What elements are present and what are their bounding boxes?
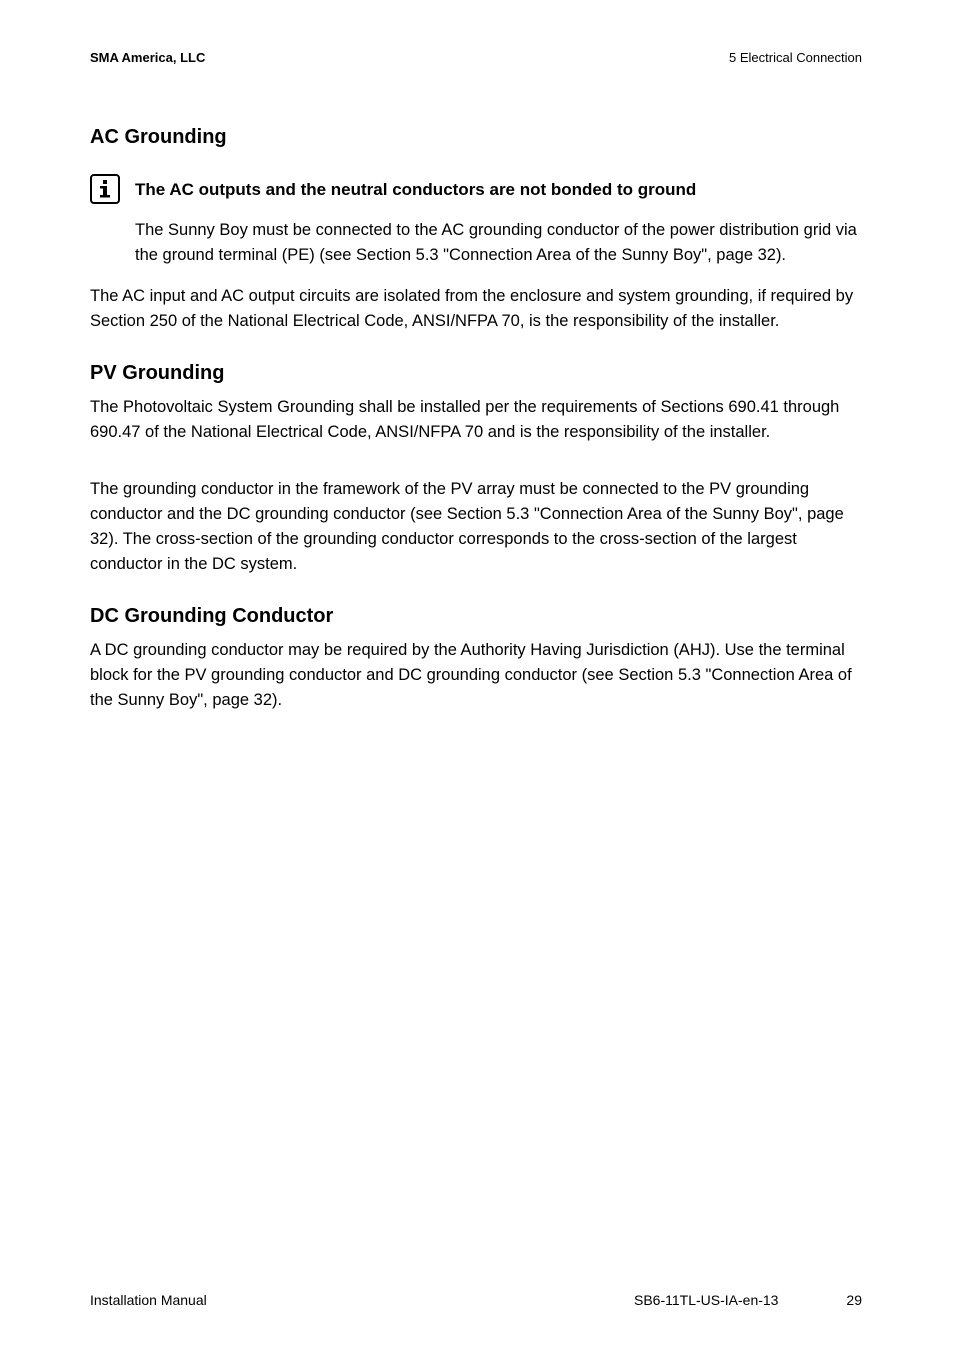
- ac-grounding-paragraph: The AC input and AC output circuits are isolated from the enclosure and system grounding, if required by Section 250 of the National Electrical Code, ANSI/NFPA 70, is the responsibility of the installer.: [90, 287, 854, 330]
- ac-grounding-heading: AC Grounding: [90, 126, 227, 148]
- manual-title: Installation Manual: [90, 1292, 207, 1308]
- note-title: The AC outputs and the neutral conductors are not bonded to ground: [135, 180, 697, 199]
- info-icon: [90, 174, 120, 204]
- pv-grounding-heading: PV Grounding: [90, 362, 225, 384]
- company-name: SMA America, LLC: [90, 50, 206, 65]
- document-code: SB6-11TL-US-IA-en-13: [634, 1292, 779, 1308]
- dc-grounding-heading: DC Grounding Conductor: [90, 605, 334, 627]
- pv-grounding-paragraph-1: The Photovoltaic System Grounding shall be installed per the requirements of Sections 690.41 through 690.47 of the National Electrical Code, ANSI/NFPA 70 and is the responsibility of the installer.: [90, 398, 840, 441]
- dc-grounding-paragraph: A DC grounding conductor may be required by the Authority Having Jurisdiction (AHJ). Use the terminal block for the PV grounding conductor and DC grounding conductor (see Section 5.3 "Connection Area of the Sunny Boy", page 32).: [90, 641, 852, 709]
- note-body: The Sunny Boy must be connected to the AC grounding conductor of the power distribution grid via the ground terminal (PE) (see Section 5.3 "Connection Area of the Sunny Boy", page 32).: [135, 221, 857, 264]
- chapter-title: 5 Electrical Connection: [729, 50, 862, 65]
- page-number: 29: [846, 1292, 862, 1308]
- pv-grounding-paragraph-2: The grounding conductor in the framework of the PV array must be connected to the PV grounding conductor and the DC grounding conductor (see Section 5.3 "Connection Area of the Sunny Boy", page 32). The cross-section of the grounding conductor corresponds to the cross-section of the largest conductor in the DC system.: [90, 480, 844, 573]
